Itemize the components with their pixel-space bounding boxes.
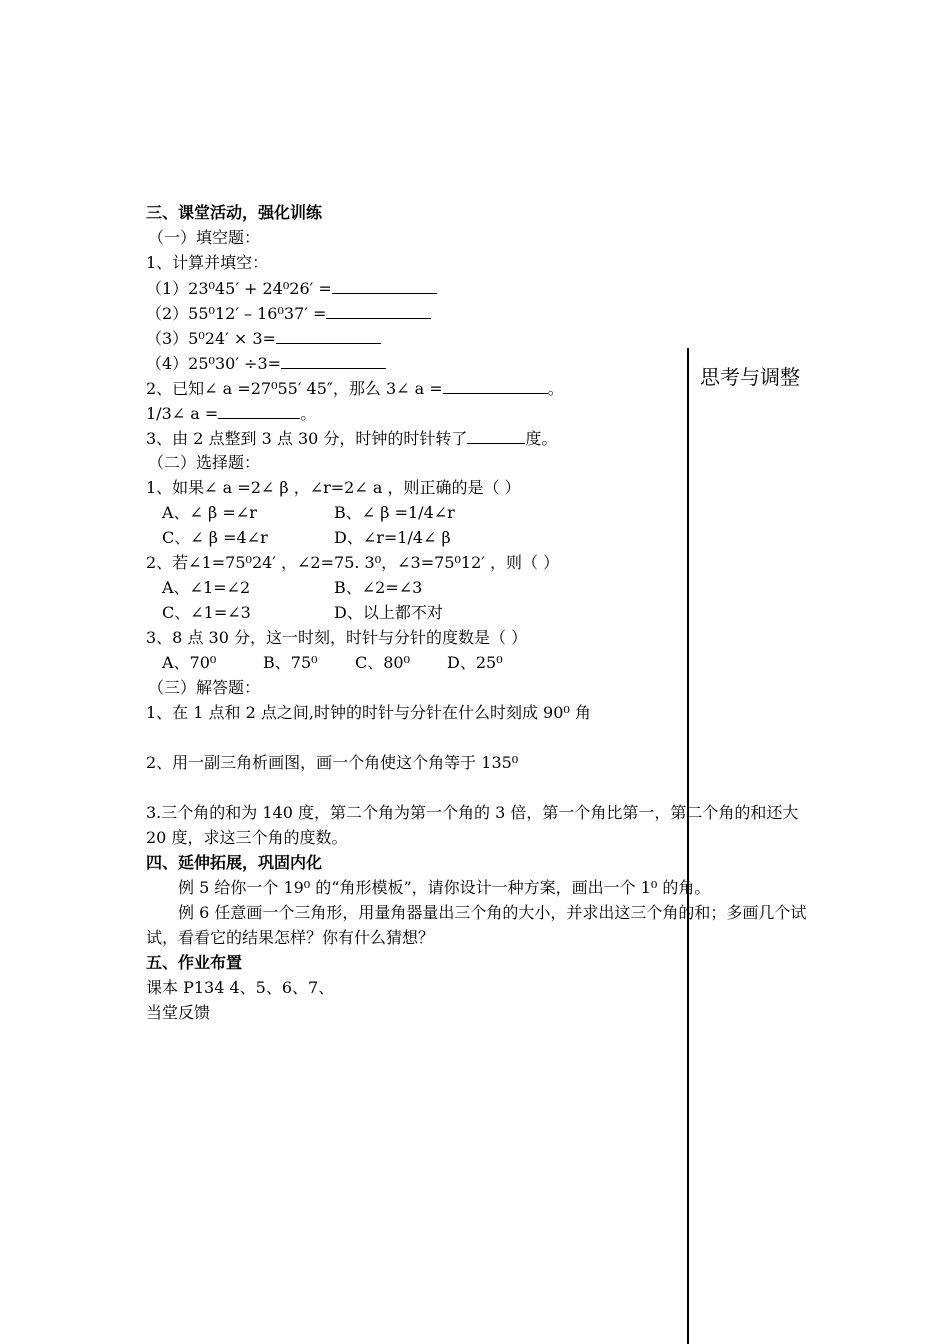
fill-q3: 3、由 2 点整到 3 点 30 分，时钟的时针转了 度。 xyxy=(146,425,826,450)
choice-q2-options-row1 xyxy=(146,575,826,600)
fill-q1-item-2: （2）55⁰12′ – 16⁰37′ = xyxy=(146,300,826,325)
fill-q2-line2: 1/3∠ a = 。 xyxy=(146,400,826,425)
option-d: D、∠r=1/4∠ β xyxy=(334,528,451,547)
choice-q3: 3、8 点 30 分，这一时刻，时针与分针的度数是（ ） xyxy=(146,628,528,647)
option-c: C、∠ β =4∠r xyxy=(162,528,268,547)
answer-blank xyxy=(276,325,381,344)
answer-title: （三）解答题： xyxy=(148,678,261,697)
fill-q1-item-1: （1）23⁰45′ + 24⁰26′ = xyxy=(146,275,826,300)
answer-space xyxy=(146,775,826,800)
side-column-title: 思考与调整 xyxy=(700,365,800,389)
worksheet-body xyxy=(146,200,826,1025)
option-b: B、75⁰ xyxy=(263,653,318,672)
fill-q2-line1: 2、已知∠ a =27⁰55′ 45″，那么 3∠ a = 。 xyxy=(146,375,826,400)
answer-q1: 1、在 1 点和 2 点之间,时钟的时针与分针在什么时刻成 90⁰ 角 xyxy=(146,703,591,722)
section4-heading: 四、延伸拓展，巩固内化 xyxy=(146,853,323,872)
answer-blank xyxy=(467,425,525,444)
option-a: A、∠1=∠2 xyxy=(162,578,251,597)
section5-heading: 五、作业布置 xyxy=(146,953,243,972)
option-d: D、以上都不对 xyxy=(334,603,443,622)
option-a: A、∠ β =∠r xyxy=(162,503,257,522)
answer-blank xyxy=(281,350,386,369)
feedback-heading: 当堂反馈 xyxy=(146,1003,211,1022)
answer-space xyxy=(146,725,826,750)
answer-blank xyxy=(218,400,300,419)
choice-q3-options xyxy=(146,650,826,675)
homework-text: 课本 P134 4、5、6、7、 xyxy=(146,978,335,997)
option-b: B、∠2=∠3 xyxy=(334,578,423,597)
answer-blank xyxy=(443,375,548,394)
fill-blank-title: （一）填空题： xyxy=(148,228,261,247)
option-d: D、25⁰ xyxy=(447,653,503,672)
example-5: 例 5 给你一个 19⁰ 的“角形模板”，请你设计一种方案，画出一个 1⁰ 的角。 xyxy=(178,878,711,897)
option-c: C、80⁰ xyxy=(355,653,411,672)
option-b: B、∠ β =1/4∠r xyxy=(334,503,455,522)
section3-heading: 三、课堂活动，强化训练 xyxy=(146,203,323,222)
choice-q1: 1、如果∠ a =2∠ β ，∠r=2∠ a ，则正确的是（ ） xyxy=(146,478,521,497)
answer-blank xyxy=(332,275,437,294)
choice-q1-options-row1 xyxy=(146,500,826,525)
example-6: 例 6 任意画一个三角形，用量角器量出三个角的大小，并求出这三个角的和；多画几个试试，看看它的结果怎样？你有什么猜想？ xyxy=(146,903,807,947)
choice-q2-options-row2 xyxy=(146,600,826,625)
option-a: A、70⁰ xyxy=(162,653,217,672)
fill-q1-stem: 1、计算并填空： xyxy=(146,253,269,272)
fill-q1-item-3: （3）5⁰24′ × 3= xyxy=(146,325,826,350)
answer-blank xyxy=(326,300,431,319)
option-c: C、∠1=∠3 xyxy=(162,603,251,622)
answer-q3: 3.三个角的和为 140 度，第二个角为第一个角的 3 倍，第一个角比第一，第二个角的和还大 20 度，求这三个角的度数。 xyxy=(146,803,799,847)
answer-q2: 2、用一副三角析画图，画一个角使这个角等于 135⁰ xyxy=(146,753,519,772)
choice-title: （二）选择题： xyxy=(148,453,261,472)
choice-q1-options-row2 xyxy=(146,525,826,550)
fill-q1-item-4: （4）25⁰30′ ÷3= xyxy=(146,350,826,375)
choice-q2: 2、若∠1=75⁰24′ ，∠2=75. 3⁰，∠3=75⁰12′ ，则（ ） xyxy=(146,553,560,572)
